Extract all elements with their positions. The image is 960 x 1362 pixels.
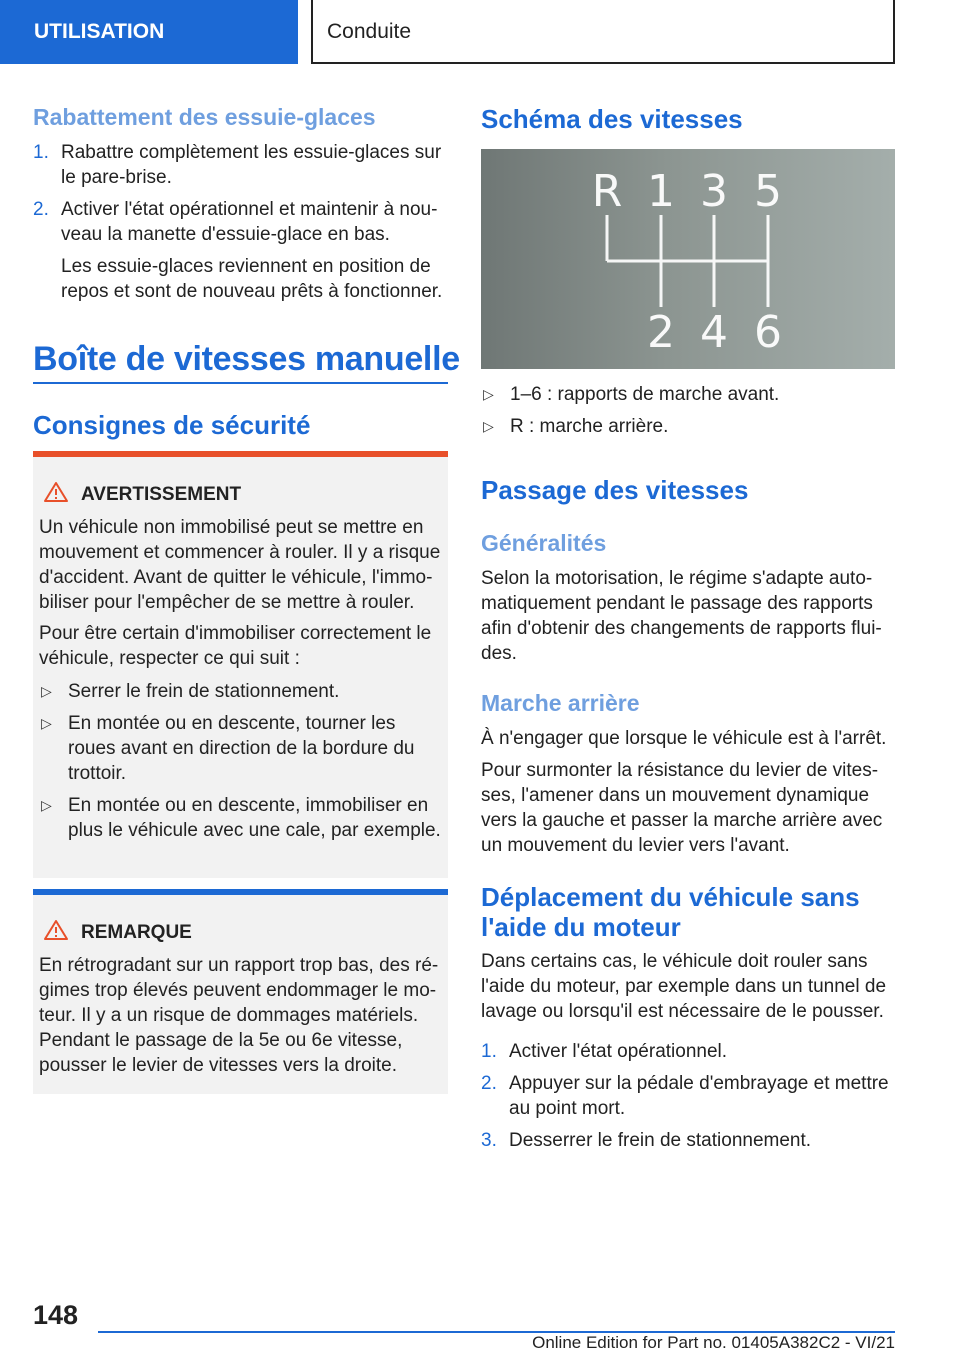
warning-box — [33, 451, 448, 878]
warning-paragraph: Pour être certain d'immobiliser correctement le véhicule, respecter ce qui suit : — [39, 623, 432, 669]
remark-text: En rétrogradant sur un rapport trop bas, des ré-gimes trop élevés peuvent endommager le mo-teur. Il y a un risque de dommages matériels. Pendant le passage de la 5e ou 6e vitesse, pousser le levier de vitesses vers la droite. — [39, 955, 439, 1076]
warning-list — [39, 679, 442, 843]
gear-label-6: 6 — [754, 307, 782, 358]
gear-label-3: 3 — [700, 166, 728, 217]
schema-heading: Schéma des vitesses — [481, 104, 743, 134]
gear-pattern-svg — [481, 149, 895, 369]
page-header — [0, 0, 960, 66]
remark-title-row — [39, 919, 442, 947]
triangle-bullet-icon: ▷ — [483, 386, 494, 402]
wiper-steps — [33, 140, 448, 253]
triangle-bullet-icon: ▷ — [41, 797, 52, 813]
heading-underline — [33, 382, 448, 384]
section-tab: UTILISATION — [0, 0, 298, 64]
step-number: 2. — [481, 1073, 497, 1094]
moving-heading: Déplacement du véhicule sans l'aide du moteur — [481, 882, 860, 942]
warning-title: AVERTISSEMENT — [81, 484, 242, 505]
list-item — [39, 793, 442, 843]
bullet-text: R : marche arrière. — [510, 416, 669, 437]
step-number: 2. — [33, 199, 49, 220]
step-text: Desserrer le frein de stationnement. — [509, 1130, 812, 1151]
list-item — [481, 1128, 895, 1153]
list-item — [481, 414, 895, 439]
step-number: 1. — [33, 142, 49, 163]
shifting-heading: Passage des vitesses — [481, 475, 749, 505]
list-item — [39, 679, 442, 704]
step-text: Rabattre complètement les essuie-glaces sur le pare-brise. — [61, 142, 442, 188]
list-item — [481, 1039, 895, 1064]
reverse-text: À n'engager que lorsque le véhicule est à l'arrêt. — [481, 728, 887, 749]
bullet-text: En montée ou en descente, tourner les roues avant en direction de la bordure du trottoir. — [68, 713, 415, 784]
step-text: Activer l'état opérationnel et maintenir à nou-veau la manette d'essuie-glace en bas. — [61, 199, 438, 245]
list-item — [39, 711, 442, 786]
wiper-note: Les essuie-glaces reviennent en position de repos et sont de nouveau prêts à fonctionner. — [61, 256, 443, 302]
step-number: 3. — [481, 1130, 497, 1151]
triangle-bullet-icon: ▷ — [483, 418, 494, 434]
schema-list — [481, 382, 895, 439]
warning-paragraph: Un véhicule non immobilisé peut se mettre en mouvement et commencer à rouler. Il y a risque d'accident. Avant de quitter le véhicule, l'immo-biliser pour l'empêcher de se mettre à rouler. — [39, 517, 441, 613]
general-text: Selon la motorisation, le régime s'adapte auto-matiquement pendant le passage des rapports afin d'obtenir des changements de rapports flui-des. — [481, 568, 882, 664]
bullet-text: 1–6 : rapports de marche avant. — [510, 384, 780, 405]
chapter-title: Conduite — [311, 0, 895, 64]
main-heading: Boîte de vitesses manuelle — [33, 340, 460, 378]
safety-heading: Consignes de sécurité — [33, 410, 311, 440]
general-heading: Généralités — [481, 530, 607, 556]
step-number: 1. — [481, 1041, 497, 1062]
triangle-bullet-icon: ▷ — [41, 683, 52, 699]
gear-label-r: R — [591, 166, 623, 217]
edition-note: Online Edition for Part no. 01405A382C2 - VI/21 — [532, 1333, 895, 1352]
warning-title-row — [39, 481, 442, 509]
triangle-bullet-icon: ▷ — [41, 715, 52, 731]
list-item — [33, 140, 448, 190]
warning-triangle-icon — [43, 481, 69, 509]
wiper-heading: Rabattement des essuie-glaces — [33, 104, 376, 130]
list-item — [481, 382, 895, 407]
gear-label-4: 4 — [700, 307, 728, 358]
remark-box — [33, 889, 448, 1094]
warning-triangle-icon — [43, 919, 69, 947]
reverse-heading: Marche arrière — [481, 690, 640, 716]
gear-label-5: 5 — [754, 166, 782, 217]
gear-label-2: 2 — [647, 307, 675, 358]
moving-text: Dans certains cas, le véhicule doit rouler sans l'aide du moteur, par exemple dans un tunnel de lavage ou lorsqu'il est nécessaire de le pousser. — [481, 951, 887, 1022]
gear-label-1: 1 — [647, 166, 675, 217]
bullet-text: Serrer le frein de stationnement. — [68, 681, 340, 702]
step-text: Appuyer sur la pédale d'embrayage et mettre au point mort. — [509, 1073, 889, 1119]
moving-steps — [481, 1039, 895, 1153]
bullet-text: En montée ou en descente, immobiliser en plus le véhicule avec une cale, par exemple. — [68, 795, 441, 841]
list-item — [33, 197, 448, 247]
gear-shift-diagram — [481, 149, 895, 369]
reverse-text: Pour surmonter la résistance du levier de vites-ses, l'amener dans un mouvement dynamique vers la gauche et passer la marche arrière avec un mouvement du levier vers l'avant. — [481, 760, 883, 856]
step-text: Activer l'état opérationnel. — [509, 1041, 728, 1062]
remark-title: REMARQUE — [81, 922, 192, 943]
list-item — [481, 1071, 895, 1121]
page-number: 148 — [33, 1300, 79, 1330]
